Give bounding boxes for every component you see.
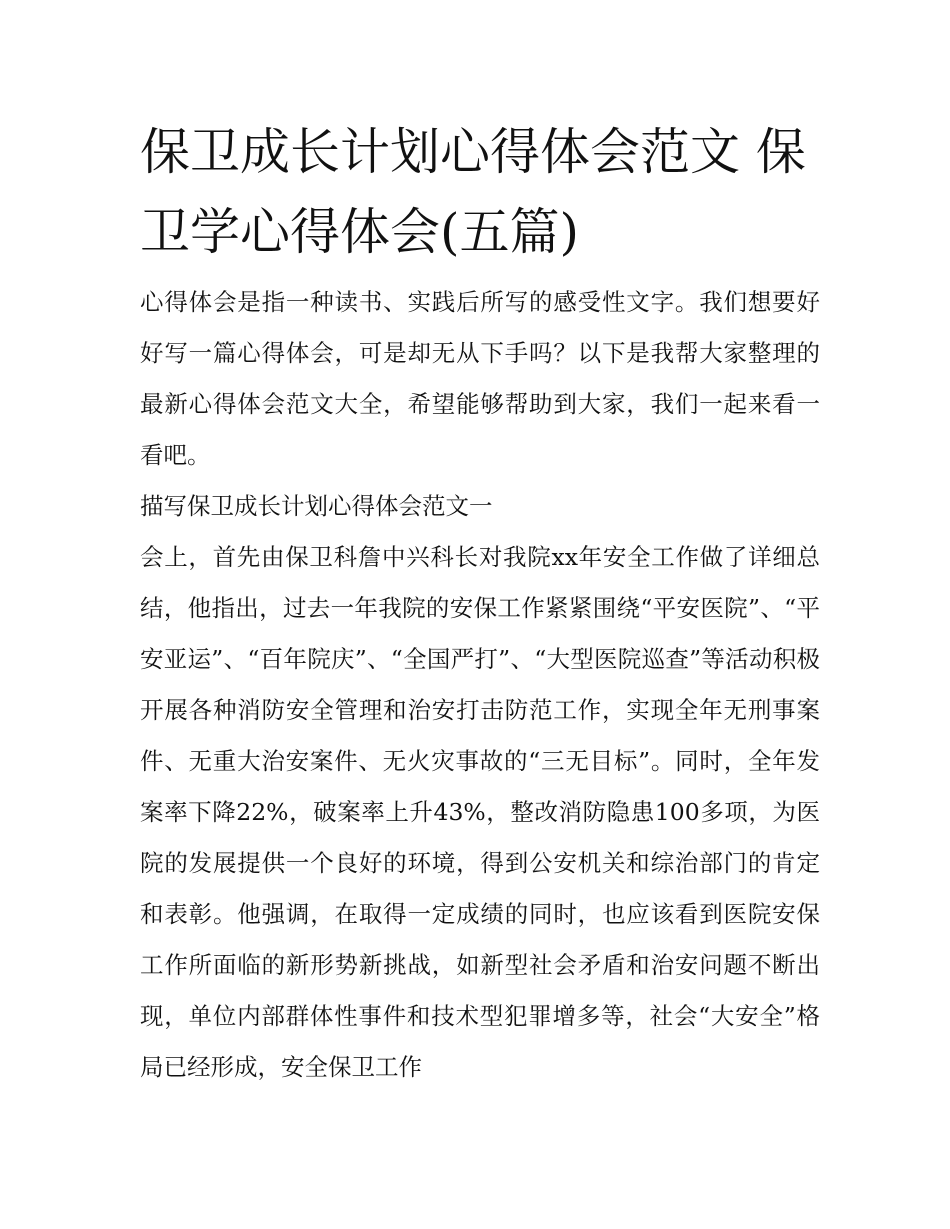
document-title: 保卫成长计划心得体会范文 保卫学心得体会(五篇) [140, 123, 806, 261]
section-heading: 描写保卫成长计划心得体会范文一 [140, 492, 493, 520]
document-body [140, 277, 820, 1093]
intro-paragraph: 心得体会是指一种读书、实践后所写的感受性文字。我们想要好好写一篇心得体会，可是却无从下手吗？以下是我帮大家整理的最新心得体会范文大全，希望能够帮助到大家，我们一起来看一看吧。 [140, 288, 820, 469]
body-paragraph: 会上，首先由保卫科詹中兴科长对我院xx年安全工作做了详细总结，他指出，过去一年我院的安保工作紧紧围绕“平安医院”、“平安亚运”、“百年院庆”、“全国严打”、“大型医院巡查”等活动积极开展各种消防安全管理和治安打击防范工作，实现全年无刑事案件、无重大治安案件、无火灾事故的“三无目标”。同时，全年发案率下降22%，破案率上升43%，整改消防隐患100多项，为医院的发展提供一个良好的环境，得到公安机关和综治部门的肯定和表彰。他强调，在取得一定成绩的同时，也应该看到医院安保工作所面临的新形势新挑战，如新型社会矛盾和治安问题不断出现，单位内部群体性事件和技术型犯罪增多等，社会“大安全”格局已经形成，安全保卫工作 [140, 543, 820, 1081]
